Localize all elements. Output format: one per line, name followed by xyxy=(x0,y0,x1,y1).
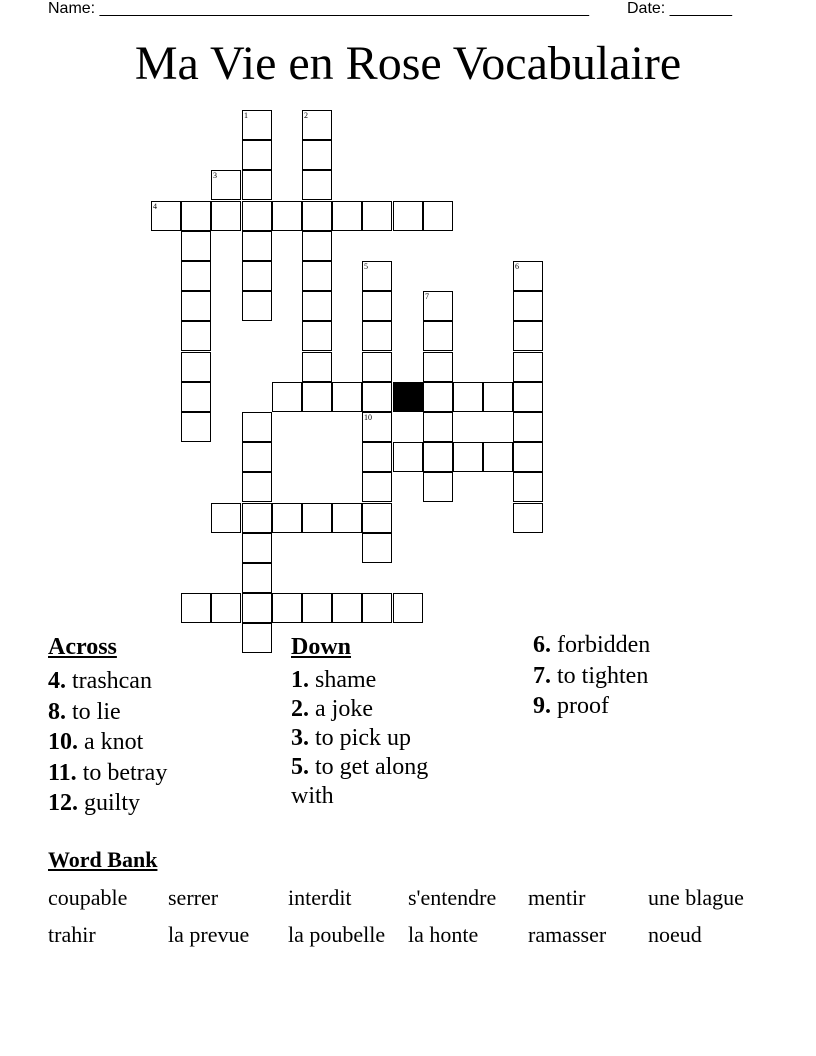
word-bank-item: ramasser xyxy=(528,922,607,947)
clue-item xyxy=(533,661,763,692)
word-bank-item: la honte xyxy=(408,922,479,947)
down-heading: Down xyxy=(291,634,352,660)
crossword-cell[interactable] xyxy=(513,412,543,442)
clue-number: 2 xyxy=(304,111,308,120)
clue-number: 4. xyxy=(48,668,66,694)
clue-text: to pick up xyxy=(309,725,411,751)
crossword-cell[interactable] xyxy=(362,442,392,472)
crossword-cell[interactable] xyxy=(181,261,211,291)
clue-text: a joke xyxy=(309,696,373,722)
crossword-cell[interactable] xyxy=(423,382,453,412)
clue-text: trashcan xyxy=(66,668,152,694)
crossword-cell[interactable] xyxy=(362,201,392,231)
crossword-cell[interactable] xyxy=(362,291,392,321)
word-bank-item: une blague xyxy=(648,885,744,910)
clue-item xyxy=(533,691,763,722)
crossword-cell[interactable] xyxy=(362,593,392,623)
clue-text: guilty xyxy=(78,790,141,816)
crossword-cell[interactable] xyxy=(302,503,332,533)
crossword-cell[interactable] xyxy=(513,503,543,533)
crossword-cell[interactable] xyxy=(242,170,272,200)
crossword-cell[interactable] xyxy=(423,291,453,321)
clue-item xyxy=(48,666,278,697)
crossword-cell[interactable] xyxy=(242,593,272,623)
crossword-cell[interactable] xyxy=(332,503,362,533)
crossword-cell[interactable] xyxy=(393,442,423,472)
clue-number: 9. xyxy=(533,693,551,719)
crossword-cell[interactable] xyxy=(242,533,272,563)
crossword-cell[interactable] xyxy=(423,352,453,382)
crossword-cell[interactable] xyxy=(302,291,332,321)
crossword-cell[interactable] xyxy=(362,321,392,351)
crossword-cell[interactable] xyxy=(332,593,362,623)
clue-number: 5. xyxy=(291,754,309,780)
crossword-cell[interactable] xyxy=(242,472,272,502)
clue-number: 2. xyxy=(291,696,309,722)
crossword-cell[interactable] xyxy=(302,140,332,170)
crossword-cell[interactable] xyxy=(513,321,543,351)
crossword-cell[interactable] xyxy=(242,563,272,593)
clue-number: 10. xyxy=(48,729,78,755)
clue-number: 3. xyxy=(291,725,309,751)
crossword-cell[interactable] xyxy=(302,382,332,412)
crossword-cell[interactable] xyxy=(362,533,392,563)
word-bank-item: la prevue xyxy=(168,922,250,947)
crossword-cell[interactable] xyxy=(242,110,272,140)
crossword-cell[interactable] xyxy=(513,382,543,412)
word-bank-item: noeud xyxy=(648,922,702,947)
crossword-cell[interactable] xyxy=(332,382,362,412)
clue-item xyxy=(48,758,278,789)
crossword-grid xyxy=(151,110,519,624)
crossword-cell[interactable] xyxy=(242,291,272,321)
word-bank-item: la poubelle xyxy=(288,922,386,947)
across-heading: Across xyxy=(48,634,117,660)
clue-number: 6 xyxy=(515,262,519,271)
crossword-cell[interactable] xyxy=(362,472,392,502)
crossword-cell[interactable] xyxy=(302,593,332,623)
crossword-cell[interactable] xyxy=(272,593,302,623)
crossword-cell[interactable] xyxy=(302,261,332,291)
crossword-cell[interactable] xyxy=(211,201,241,231)
clue-number: 11. xyxy=(48,759,77,786)
clue-text: to betray xyxy=(76,759,168,786)
clue-number: 3 xyxy=(213,171,217,180)
clue-text: proof xyxy=(551,693,609,719)
crossword-cell[interactable] xyxy=(272,201,302,231)
crossword-cell[interactable] xyxy=(272,382,302,412)
crossword-cell[interactable] xyxy=(513,291,543,321)
crossword-cell[interactable] xyxy=(513,442,543,472)
crossword-cell[interactable] xyxy=(513,352,543,382)
clue-text: a knot xyxy=(78,729,144,755)
black-cell xyxy=(393,382,423,412)
crossword-cell[interactable] xyxy=(302,321,332,351)
crossword-cell[interactable] xyxy=(362,382,392,412)
across-clues xyxy=(48,630,278,819)
crossword-cell[interactable] xyxy=(181,291,211,321)
clue-item xyxy=(291,666,471,695)
crossword-cell[interactable] xyxy=(423,201,453,231)
word-bank-item: mentir xyxy=(528,885,586,910)
word-bank-item: s'entendre xyxy=(408,885,497,910)
word-bank-item: interdit xyxy=(288,885,352,910)
crossword-cell[interactable] xyxy=(181,201,211,231)
clue-text: shame xyxy=(309,667,377,693)
crossword-cell[interactable] xyxy=(453,442,483,472)
clue-number: 1. xyxy=(291,667,309,693)
crossword-cell[interactable] xyxy=(302,170,332,200)
crossword-cell[interactable] xyxy=(302,352,332,382)
clue-number: 10 xyxy=(364,413,372,422)
word-bank-item: serrer xyxy=(168,885,219,910)
crossword-cell[interactable] xyxy=(423,442,453,472)
crossword-cell[interactable] xyxy=(151,201,181,231)
crossword-cell[interactable] xyxy=(362,412,392,442)
crossword-cell[interactable] xyxy=(181,321,211,351)
crossword-cell[interactable] xyxy=(483,382,513,412)
clue-item xyxy=(48,788,278,819)
crossword-cell[interactable] xyxy=(302,201,332,231)
crossword-cell[interactable] xyxy=(242,201,272,231)
crossword-cell[interactable] xyxy=(181,352,211,382)
crossword-cell[interactable] xyxy=(272,503,302,533)
clue-item xyxy=(533,630,763,661)
clue-text: forbidden xyxy=(551,632,651,658)
clue-item xyxy=(291,695,471,724)
crossword-cell[interactable] xyxy=(362,261,392,291)
crossword-cell[interactable] xyxy=(423,321,453,351)
clue-number: 1 xyxy=(244,111,248,120)
down-clues-continued xyxy=(533,630,763,722)
crossword-cell[interactable] xyxy=(513,472,543,502)
page-title: Ma Vie en Rose Vocabulaire xyxy=(134,37,682,90)
word-bank-title: Word Bank xyxy=(48,847,158,872)
crossword-cell[interactable] xyxy=(242,412,272,442)
word-bank-item: coupable xyxy=(48,885,128,910)
clue-item xyxy=(48,727,278,758)
crossword-cell[interactable] xyxy=(211,503,241,533)
clue-text: to get along with xyxy=(291,754,429,809)
crossword-cell[interactable] xyxy=(302,231,332,261)
crossword-cell[interactable] xyxy=(242,442,272,472)
crossword-cell[interactable] xyxy=(362,352,392,382)
crossword-cell[interactable] xyxy=(242,503,272,533)
clue-text: to lie xyxy=(66,698,121,725)
date-field-label: Date: _______ xyxy=(627,0,732,17)
crossword-cell[interactable] xyxy=(242,261,272,291)
crossword-cell[interactable] xyxy=(423,412,453,442)
clue-number: 4 xyxy=(153,202,157,211)
clue-number: 7. xyxy=(533,662,551,689)
crossword-cell[interactable] xyxy=(513,261,543,291)
clue-number: 12. xyxy=(48,790,78,816)
crossword-cell[interactable] xyxy=(181,231,211,261)
crossword-cell[interactable] xyxy=(211,170,241,200)
crossword-cell[interactable] xyxy=(242,231,272,261)
crossword-cell[interactable] xyxy=(453,382,483,412)
down-clues xyxy=(291,630,521,811)
clue-number: 5 xyxy=(364,262,368,271)
crossword-cell[interactable] xyxy=(302,110,332,140)
clue-item xyxy=(291,753,471,811)
crossword-cell[interactable] xyxy=(393,593,423,623)
clue-item xyxy=(291,724,471,753)
crossword-cell[interactable] xyxy=(362,503,392,533)
crossword-cell[interactable] xyxy=(181,412,211,442)
name-field-label: Name: _______________________________________________________ xyxy=(48,0,589,17)
clue-text: to tighten xyxy=(551,662,649,689)
crossword-cell[interactable] xyxy=(393,201,423,231)
clue-number: 8. xyxy=(48,698,66,725)
crossword-cell[interactable] xyxy=(211,593,241,623)
crossword-cell[interactable] xyxy=(242,140,272,170)
crossword-cell[interactable] xyxy=(423,472,453,502)
crossword-cell[interactable] xyxy=(181,593,211,623)
crossword-cell[interactable] xyxy=(181,382,211,412)
clue-item xyxy=(48,697,278,728)
crossword-cell[interactable] xyxy=(483,442,513,472)
clue-number: 6. xyxy=(533,632,551,658)
clue-number: 7 xyxy=(425,292,429,301)
word-bank-item: trahir xyxy=(48,922,96,947)
crossword-cell[interactable] xyxy=(332,201,362,231)
